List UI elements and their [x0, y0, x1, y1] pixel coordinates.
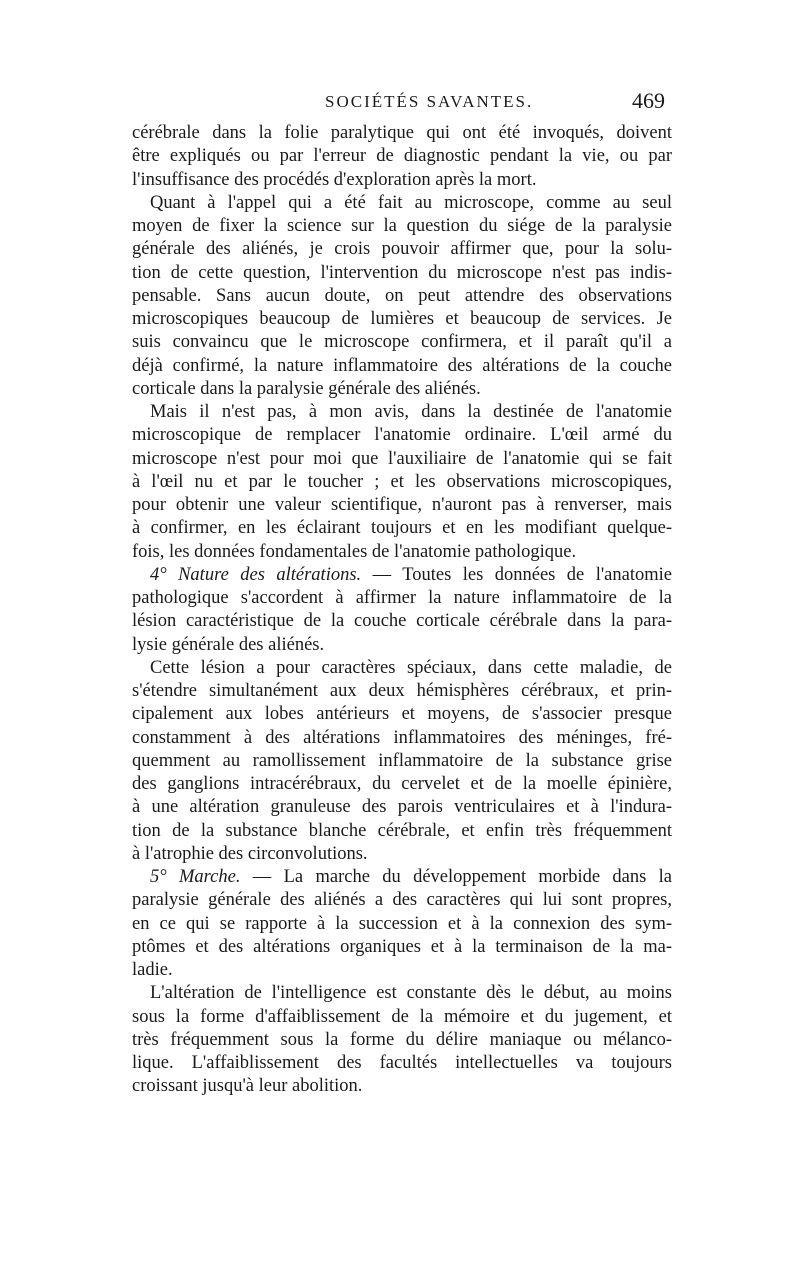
text-line	[132, 215, 672, 238]
line-text: l'insuffisance des procédés d'exploration après la mort.	[132, 169, 537, 190]
line-text: lysie générale des aliénés.	[132, 634, 325, 655]
text-line	[132, 982, 672, 1005]
text-line	[132, 494, 672, 517]
text-line	[132, 889, 672, 912]
line-text: déjà confirmé, la nature inflammatoire des altérations de la couche	[132, 355, 672, 376]
text-line	[132, 587, 672, 610]
text-line	[132, 331, 672, 354]
line-text: corticale dans la paralysie générale des aliénés.	[132, 378, 481, 399]
text-line	[132, 1029, 672, 1052]
text-line	[132, 401, 672, 424]
body-text	[132, 122, 672, 1099]
text-line	[132, 424, 672, 447]
text-line	[132, 308, 672, 331]
text-line	[132, 1075, 672, 1098]
line-text: tion de cette question, l'intervention du microscope n'est pas indis-	[132, 262, 672, 283]
text-line	[132, 122, 672, 145]
line-text: à confirmer, en les éclairant toujours et en les modifiant quelque-	[132, 518, 672, 539]
line-text: des ganglions intracérébraux, du cervelet et de la moelle épinière,	[132, 774, 672, 794]
line-text: pensable. Sans aucun doute, on peut attendre des observations	[132, 285, 672, 306]
line-text: Mais il n'est pas, à mon avis, dans la destinée de l'anatomie	[150, 402, 672, 422]
line-text: cipalement aux lobes antérieurs et moyens, de s'associer presque	[132, 704, 672, 725]
line-text: microscopique de remplacer l'anatomie ordinaire. L'œil armé du	[132, 425, 672, 446]
text-line	[132, 936, 672, 959]
line-text: moyen de fixer la science sur la question du siége de la paralysie	[132, 216, 672, 236]
text-line	[132, 610, 672, 633]
line-text: ladie.	[132, 960, 173, 980]
text-line	[132, 773, 672, 796]
line-text: s'étendre simultanément aux deux hémisphères cérébraux, et prin-	[132, 681, 672, 701]
section-heading: 4° Nature des altérations.	[150, 564, 362, 585]
line-text: être expliqués ou par l'erreur de diagnostic pendant la vie, ou par	[132, 146, 672, 167]
text-line	[132, 796, 672, 819]
text-line	[132, 1006, 672, 1029]
line-text: croissant jusqu'à leur abolition.	[132, 1076, 363, 1097]
line-text: ptômes et des altérations organiques et à la terminaison de la ma-	[132, 936, 672, 957]
line-text: L'altération de l'intelligence est constante dès le début, au moins	[150, 983, 672, 1004]
section-heading: 5° Marche.	[150, 867, 241, 887]
text-line	[132, 378, 672, 401]
text-line	[132, 448, 672, 471]
text-line	[132, 145, 672, 168]
line-text: à une altération granuleuse des parois ventriculaires et à l'indura-	[132, 797, 672, 818]
text-line	[132, 564, 672, 587]
line-text: Quant à l'appel qui a été fait au microscope, comme au seul	[150, 192, 672, 213]
line-text: lique. L'affaiblissement des facultés intellectuelles va toujours	[132, 1053, 672, 1073]
line-text: tion de la substance blanche cérébrale, et enfin très fréquemment	[132, 820, 672, 841]
line-text: en ce qui se rapporte à la succession et à la connexion des sym-	[132, 913, 672, 934]
line-text: constamment à des altérations inflammatoires des méninges, fré-	[132, 727, 672, 748]
line-text: Cette lésion a pour caractères spéciaux, dans cette maladie, de	[150, 657, 672, 678]
line-text: paralysie générale des aliénés a des caractères qui lui sont propres,	[132, 890, 672, 911]
text-line	[132, 843, 672, 866]
line-text: pathologique s'accordent à affirmer la nature inflammatoire de la	[132, 588, 672, 608]
line-text: microscopiques beaucoup de lumières et beaucoup de services. Je	[132, 309, 672, 329]
line-text: suis convaincu que le microscope confirmera, et il paraît qu'il a	[132, 332, 672, 353]
text-line	[132, 913, 672, 936]
text-line	[132, 680, 672, 703]
text-line	[132, 1052, 672, 1075]
line-text: à l'œil nu et par le toucher ; et les observations microscopiques,	[132, 471, 672, 492]
line-text: pour obtenir une valeur scientifique, n'auront pas à renverser, mais	[132, 495, 672, 515]
text-line	[132, 959, 672, 982]
text-line	[132, 262, 672, 285]
text-line	[132, 238, 672, 261]
text-line	[132, 192, 672, 215]
line-text: — La marche du développement morbide dans la	[240, 867, 672, 887]
text-line	[132, 169, 672, 192]
text-line	[132, 820, 672, 843]
page-number: 469	[632, 88, 665, 113]
text-line	[132, 727, 672, 750]
text-line	[132, 355, 672, 378]
line-text: fois, les données fondamentales de l'anatomie pathologique.	[132, 541, 577, 562]
text-line	[132, 703, 672, 726]
running-head: SOCIÉTÉS SAVANTES.	[325, 92, 534, 111]
line-text: lésion caractéristique de la couche corticale cérébrale dans la para-	[132, 611, 672, 632]
line-text: — Toutes les données de l'anatomie	[361, 564, 672, 585]
text-line	[132, 866, 672, 889]
line-text: sous la forme d'affaiblissement de la mémoire et du jugement, et	[132, 1006, 672, 1027]
line-text: cérébrale dans la folie paralytique qui ont été invoqués, doivent	[132, 123, 672, 143]
text-line	[132, 634, 672, 657]
line-text: quemment au ramollissement inflammatoire de la substance grise	[132, 750, 672, 771]
line-text: microscope n'est pour moi que l'auxiliaire de l'anatomie qui se fait	[132, 448, 672, 469]
line-text: générale des aliénés, je crois pouvoir affirmer que, pour la solu-	[132, 239, 672, 260]
text-line	[132, 285, 672, 308]
text-line	[132, 517, 672, 540]
text-line	[132, 541, 672, 564]
text-line	[132, 750, 672, 773]
text-line	[132, 657, 672, 680]
line-text: très fréquemment sous la forme du délire maniaque ou mélanco-	[132, 1029, 672, 1050]
line-text: à l'atrophie des circonvolutions.	[132, 843, 368, 864]
text-line	[132, 471, 672, 494]
